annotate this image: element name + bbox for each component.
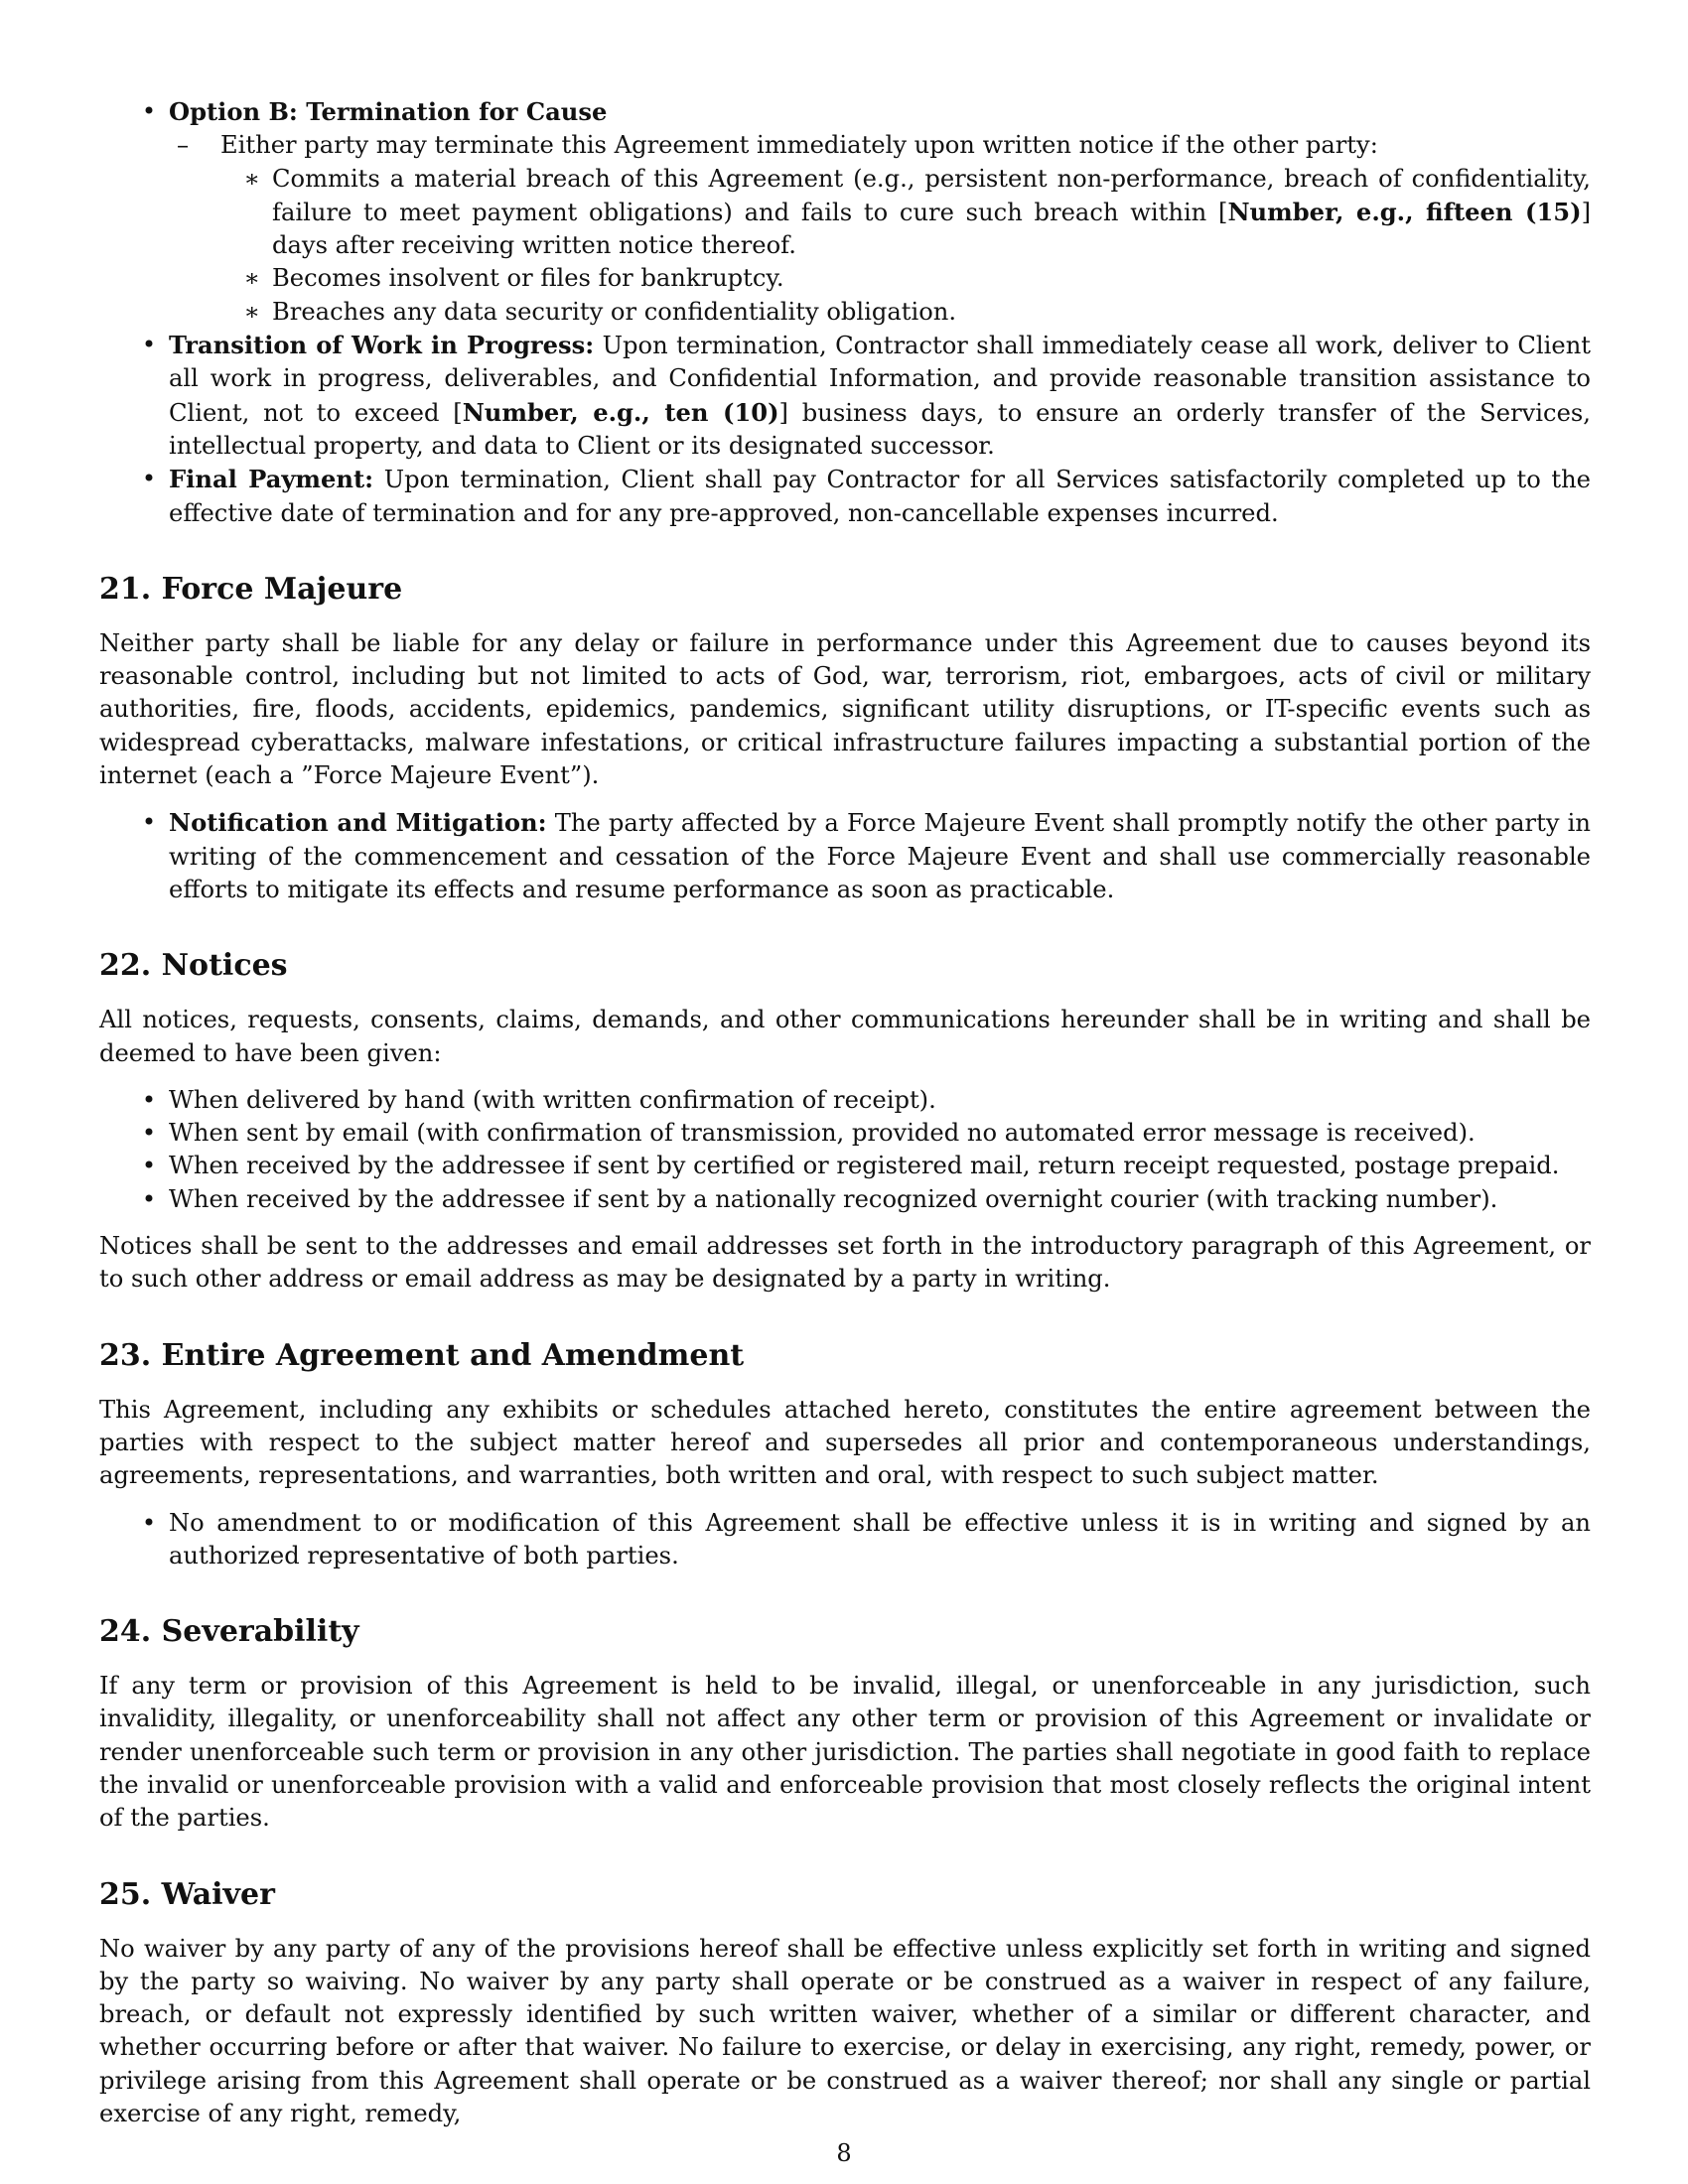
amendment-list (99, 1507, 1591, 1573)
star-marker: ∗ (243, 297, 260, 326)
star-marker: ∗ (243, 164, 260, 193)
list-item-notification (99, 806, 1591, 906)
list-item-option-b (99, 95, 1591, 329)
list-item (99, 1117, 1591, 1150)
notice-method: When received by the addressee if sent by a nationally recognized overnight courier (with tracking number). (169, 1184, 1498, 1213)
bullet-marker: • (141, 1184, 157, 1213)
list-item-condition-breach (220, 163, 1591, 263)
termination-list (99, 95, 1591, 530)
list-item (99, 1084, 1591, 1117)
condition-insolvent: Becomes insolvent or files for bankruptcy. (272, 264, 784, 293)
section-heading-waiver: 25. Waiver (99, 1876, 275, 1912)
section-heading-severability: 24. Severability (99, 1614, 359, 1650)
section-heading-entire-agreement: 23. Entire Agreement and Amendment (99, 1337, 745, 1373)
list-item-option-b-intro (169, 129, 1591, 329)
list-item (99, 1150, 1591, 1182)
severability-paragraph: If any term or provision of this Agreement is held to be invalid, illegal, or unenforceable in any jurisdiction, such invalidity, illegality, or unenforceability shall not affect any other term or provision of this Agreement or invalidate or render unenforceable such term or provision in any other jurisdiction. The parties shall negotiate in good faith to replace the invalid or unenforceable provision with a valid and enforceable provision that most closely reflects the original intent of the parties. (99, 1672, 1591, 1833)
force-majeure-paragraph: Neither party shall be liable for any delay or failure in performance under this Agreement due to causes beyond its reasonable control, including but not limited to acts of God, war, terrorism, riot, embargoes, acts of civil or military authorities, fire, floods, accidents, epidemics, pandemics, significant utility disruptions, or IT-specific events such as widespread cyberattacks, malware infestations, or critical infrastructure failures impacting a substantial portion of the internet (each a ”Force Majeure Event”). (99, 628, 1591, 790)
option-b-intro: Either party may terminate this Agreement immediately upon written notice if the other party: (220, 131, 1378, 160)
list-item-transition (99, 329, 1591, 463)
bullet-marker: • (141, 1119, 157, 1148)
cure-period-placeholder: Number, e.g., fifteen (15) (1227, 197, 1582, 226)
bullet-marker: • (141, 331, 157, 359)
option-b-sublist (169, 129, 1591, 329)
page-number: 8 (836, 2139, 852, 2167)
transition-text-pre: Upon termination, Contractor shall immediately cease all work, deliver to Client all work in progress, deliverables, and Confidential Information, and provide reasonable transition assistance to Client, not to exceed [ (169, 332, 1591, 427)
entire-agreement-paragraph: This Agreement, including any exhibits or schedules attached hereto, constitutes the entire agreement between the parties with respect to the subject matter hereof and supersedes all prior and contemporaneous understandings, agreements, representations, and warranties, both written and oral, with respect to such subject matter. (99, 1395, 1591, 1490)
list-item (99, 1183, 1591, 1216)
dash-marker: – (176, 131, 190, 160)
notices-addresses-paragraph: Notices shall be sent to the addresses and email addresses set forth in the introductory paragraph of this Agreement, or to such other address or email address as may be designated by a party in writing. (99, 1232, 1591, 1294)
notices-paragraph: All notices, requests, consents, claims, demands, and other communications hereunder shall be in writing and shall be deemed to have been given: (99, 1006, 1591, 1067)
bullet-marker: • (141, 465, 157, 493)
bullet-marker: • (141, 1152, 157, 1180)
bullet-marker: • (141, 808, 157, 837)
star-marker: ∗ (243, 264, 260, 293)
list-item-amendment (99, 1507, 1591, 1573)
notice-method: When sent by email (with confirmation of transmission, provided no automated error message is received). (169, 1119, 1476, 1148)
condition-security: Breaches any data security or confidentiality obligation. (272, 297, 957, 326)
document-page (99, 95, 1591, 2130)
section-heading-force-majeure: 21. Force Majeure (99, 571, 403, 607)
condition-breach-pre: Commits a material breach of this Agreement (e.g., persistent non-performance, breach of confidentiality, failure to meet payment obligations) and fails to cure such breach within [ (272, 164, 1591, 226)
transition-label: Transition of Work in Progress: (169, 331, 595, 360)
notice-method: When delivered by hand (with written confirmation of receipt). (169, 1085, 936, 1114)
notification-label: Notification and Mitigation: (169, 808, 547, 838)
option-b-title: Option B: Termination for Cause (169, 97, 608, 126)
list-item-condition-security (220, 296, 1591, 329)
list-item-condition-insolvent (220, 262, 1591, 295)
list-item-final-payment (99, 463, 1591, 530)
condition-breach-post: ] days after receiving written notice thereof. (272, 198, 1591, 260)
final-payment-text: Upon termination, Client shall pay Contractor for all Services satisfactorily completed up to the effective date of termination and for any pre-approved, non-cancellable expenses incurred. (169, 466, 1591, 527)
bullet-marker: • (141, 97, 157, 125)
waiver-paragraph: No waiver by any party of any of the provisions hereof shall be effective unless explicitly set forth in writing and signed by the party so waiving. No waiver by any party shall operate or be construed as a waiver in respect of any failure, breach, or default not expressly identified by such written waiver, whether of a similar or different character, and whether occurring before or after that waiver. No failure to exercise, or delay in exercising, any right, remedy, power, or privilege arising from this Agreement shall operate or be construed as a waiver thereof; nor shall any single or partial exercise of any right, remedy, (99, 1934, 1591, 2128)
transition-text-post: ] business days, to ensure an orderly transfer of the Services, intellectual property, and data to Client or its designated successor. (169, 398, 1591, 460)
amendment-text: No amendment to or modification of this Agreement shall be effective unless it is in writing and signed by an authorized representative of both parties. (169, 1508, 1591, 1570)
bullet-marker: • (141, 1085, 157, 1114)
transition-days-placeholder: Number, e.g., ten (10) (462, 397, 779, 427)
option-b-conditions (220, 163, 1591, 329)
final-payment-label: Final Payment: (169, 465, 374, 494)
bullet-marker: • (141, 1508, 157, 1537)
section-heading-notices: 22. Notices (99, 948, 288, 984)
force-majeure-list (99, 806, 1591, 906)
notice-method: When received by the addressee if sent by certified or registered mail, return receipt requested, postage prepaid. (169, 1152, 1560, 1180)
notification-text: The party affected by a Force Majeure Event shall promptly notify the other party in writing of the commencement and cessation of the Force Majeure Event and shall use commercially reasonable efforts to mitigate its effects and resume performance as soon as practicable. (169, 809, 1591, 903)
notices-list (99, 1084, 1591, 1216)
